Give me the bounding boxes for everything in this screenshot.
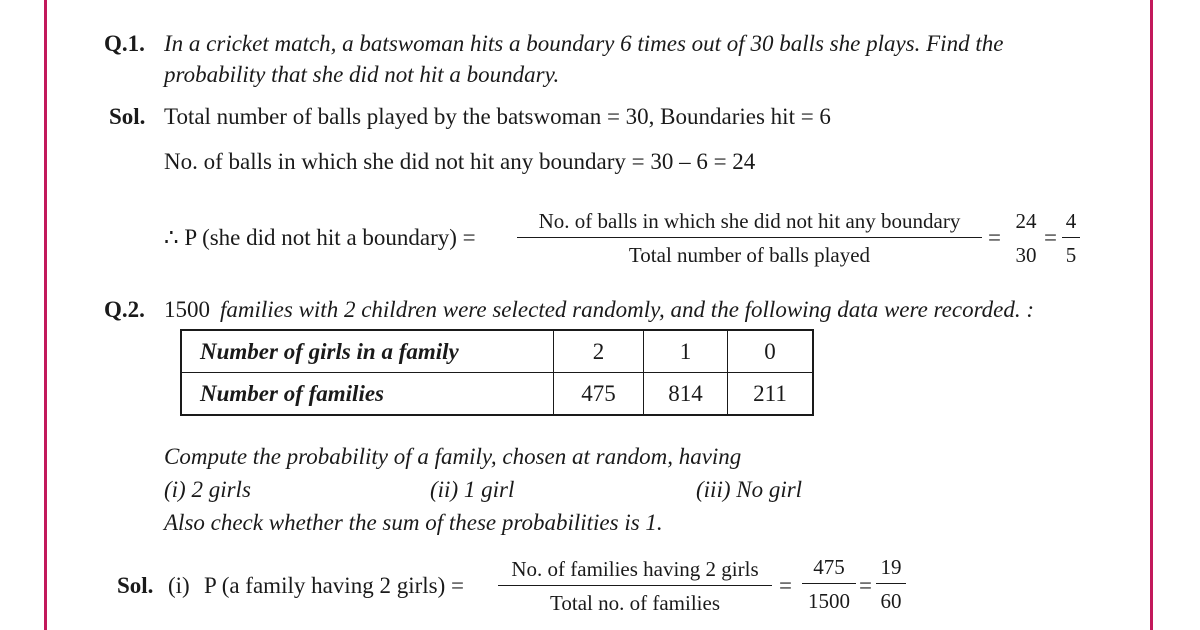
q1-label: Q.1. [104,31,145,56]
q2-intro-text: families with 2 children were selected randomly, and the following data were recorded. : [220,297,1035,322]
q1-sol-line2: No. of balls in which she did not hit any boundary = 30 – 6 = 24 [164,149,756,174]
right-margin-rule [1150,0,1153,630]
q2-value-denominator: 1500 [808,589,850,613]
q2-fraction-denominator: Total no. of families [550,591,720,615]
q2-value-fraction [802,554,856,614]
q1-fraction-bar [517,237,982,238]
table-row [181,373,813,416]
table-cell: 211 [728,373,814,416]
q1-equals-2: = [1044,225,1057,250]
q2-result-bar [876,583,906,584]
q1-result-fraction [1062,208,1080,268]
q1-fraction-denominator: Total number of balls played [628,243,871,267]
table-cell: 1 [644,330,728,373]
q2-intro-number: 1500 [164,297,210,322]
q2-option-1: (i) 2 girls [164,477,251,502]
q1-sol-label: Sol. [109,104,146,129]
q2-label: Q.2. [104,297,145,322]
q2-sol-part: (i) [168,573,190,598]
q2-result-denominator: 60 [880,589,902,613]
q2-probability-lhs: P (a family having 2 girls) = [204,573,464,598]
table-row [181,330,813,373]
table-row2-header: Number of families [181,373,554,416]
table-cell: 2 [554,330,644,373]
q1-result-numerator: 4 [1065,209,1077,233]
q2-compute-line: Compute the probability of a family, chosen at random, having [164,444,742,469]
q2-value-bar [802,583,856,584]
table-cell: 0 [728,330,814,373]
q1-sol-line1: Total number of balls played by the batswoman = 30, Boundaries hit = 6 [164,104,831,129]
q2-result-numerator: 19 [880,555,902,579]
q1-result-bar [1062,237,1080,238]
table-cell: 814 [644,373,728,416]
q1-value-denominator: 30 [1015,243,1037,267]
q2-option-3: (iii) No girl [696,477,803,502]
q2-equals-1: = [779,573,792,598]
table-row1-header: Number of girls in a family [181,330,554,373]
families-data-table [180,329,814,416]
q2-fraction-numerator: No. of families having 2 girls [511,557,759,581]
q1-fraction-numerator: No. of balls in which she did not hit any boundary [538,209,961,233]
table-cell: 475 [554,373,644,416]
left-margin-rule [44,0,47,630]
q1-value-numerator: 24 [1015,209,1037,233]
q2-check-line: Also check whether the sum of these probabilities is 1. [164,510,663,535]
q2-main-fraction [498,556,772,616]
q1-main-fraction [517,208,982,268]
q1-value-bar [1010,237,1042,238]
q1-probability-lhs: ∴ P (she did not hit a boundary) = [164,225,476,250]
q2-value-numerator: 475 [813,555,845,579]
q2-option-2: (ii) 1 girl [430,477,515,502]
q1-question-line1: In a cricket match, a batswoman hits a boundary 6 times out of 30 balls she plays. Find the [164,31,1004,56]
q2-fraction-bar [498,585,772,586]
q1-equals-1: = [988,225,1001,250]
q1-result-denominator: 5 [1065,243,1077,267]
q2-result-fraction [876,554,906,614]
q2-sol-label: Sol. [117,573,154,598]
q2-equals-2: = [859,573,872,598]
q1-question-line2: probability that she did not hit a boundary. [164,62,560,87]
q1-value-fraction [1010,208,1042,268]
